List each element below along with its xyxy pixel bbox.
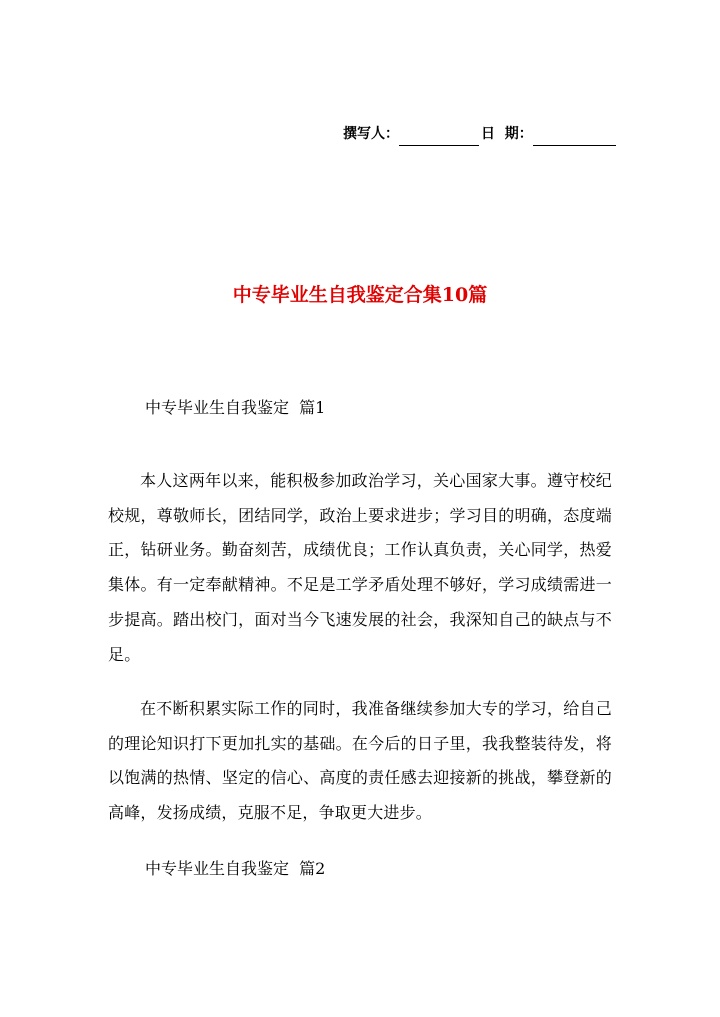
date-blank-field[interactable] [533,129,616,146]
date-label: 日 期： [481,126,533,142]
author-label: 撰写人： [343,126,399,142]
author-date-line [343,122,615,146]
paragraph-text: 本人这两年以来，能积极参加政治学习，关心国家大事。遵守校纪校规，尊敬师长，团结同学，政治上要求进步；学习目的明确，态度端正，钻研业务。勤奋刻苦，成绩优良；工作认真负责，关心同学，热爱集体。有一定奉献精神。不足是工学矛盾处理不够好，学习成绩需进一步提高。踏出校门，面对当今飞速发展的社会，我深知自己的缺点与不足。 [108,471,612,664]
document-title: 中专毕业生自我鉴定合集10篇 [232,284,488,306]
author-blank-field[interactable] [399,129,479,146]
section-1-paragraph-2 [108,692,612,831]
section-1-paragraph-1 [108,464,612,672]
section-heading-1: 中专毕业生自我鉴定 篇1 [145,398,326,417]
paragraph-text: 在不断积累实际工作的同时，我准备继续参加大专的学习，给自己的理论知识打下更加扎实的基础。在今后的日子里，我我整装待发，将以饱满的热情、坚定的信心、高度的责任感去迎接新的挑战，攀登新的高峰，发扬成绩，克服不足，争取更大进步。 [108,699,612,823]
section-heading-2: 中专毕业生自我鉴定 篇2 [145,859,326,878]
